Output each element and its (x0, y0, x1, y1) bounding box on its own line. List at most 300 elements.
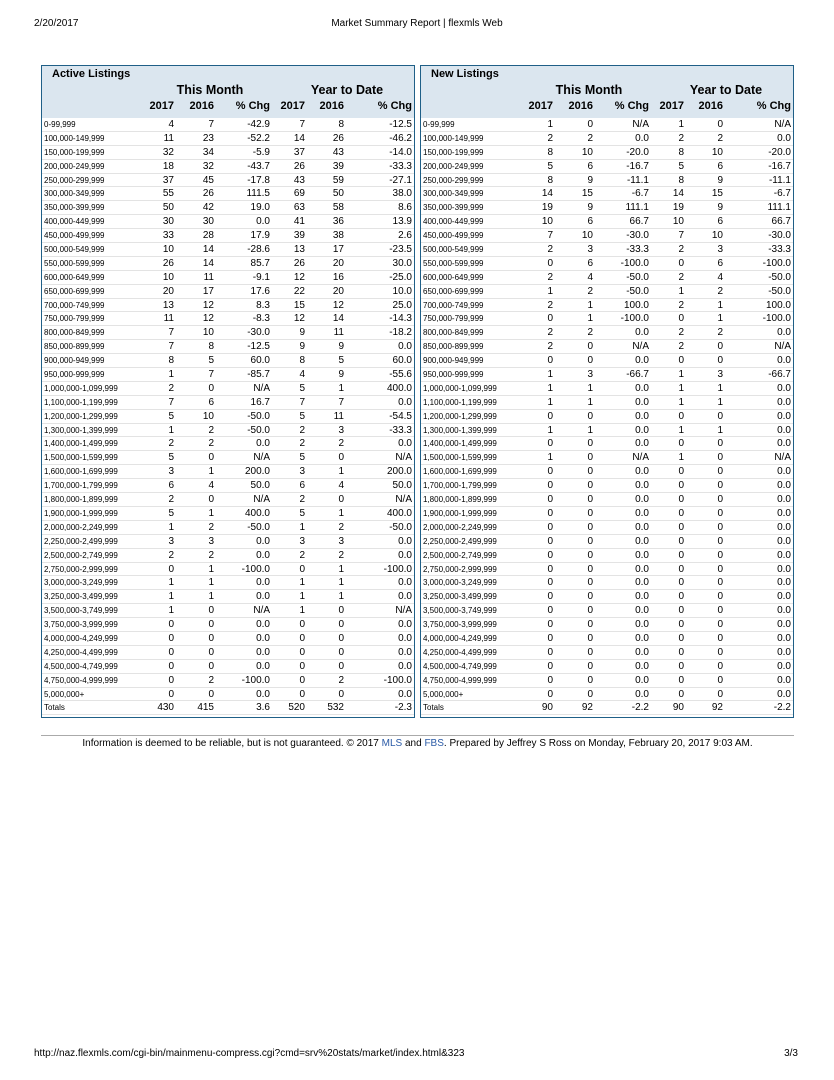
price-range-label: 1,400,000-1,499,999 (44, 439, 118, 449)
this-month-2017: 0 (547, 480, 553, 492)
ytd-2016: 1 (717, 396, 723, 408)
this-month-2017: 2 (168, 438, 174, 450)
table-row (42, 424, 414, 438)
this-month-2017: 0 (547, 646, 553, 658)
this-month-2016: 0 (587, 410, 593, 422)
table-row (421, 146, 793, 160)
ytd-2017: 7 (299, 396, 305, 408)
table-row (421, 382, 793, 396)
ytd-pct-chg: 0.0 (777, 577, 791, 589)
price-range-label: 3,500,000-3,749,999 (423, 606, 497, 616)
ytd-2017: 5 (299, 452, 305, 464)
this-month-2017: 2 (168, 494, 174, 506)
price-range-label: 400,000-449,999 (423, 217, 484, 227)
price-range-label: 4,250,000-4,499,999 (423, 647, 497, 657)
ytd-2017: 1 (299, 577, 305, 589)
this-month-2016: 1 (208, 563, 214, 575)
price-range-label: 200,000-249,999 (423, 161, 484, 171)
this-month-pct-chg: -50.0 (247, 521, 270, 533)
ytd-2017: 5 (678, 160, 684, 172)
table-row (421, 132, 793, 146)
ytd-2017: 6 (299, 480, 305, 492)
ytd-pct-chg: 0.0 (398, 396, 412, 408)
ytd-pct-chg: -100.0 (762, 313, 791, 325)
ytd-2016: 36 (332, 216, 344, 228)
this-month-2016: 0 (587, 535, 593, 547)
ytd-2017: 22 (293, 285, 305, 297)
ytd-2016: 0 (717, 688, 723, 700)
this-month-pct-chg: -50.0 (626, 271, 649, 283)
ytd-pct-chg: -2.3 (394, 702, 412, 714)
ytd-2017: 0 (678, 577, 684, 589)
ytd-pct-chg: 60.0 (392, 355, 412, 367)
this-month-2016: 3 (587, 244, 593, 256)
ytd-2016: 3 (717, 244, 723, 256)
page-title: Market Summary Report | flexmls Web (331, 18, 503, 29)
ytd-2016: 12 (332, 299, 344, 311)
ytd-2017: 41 (293, 216, 305, 228)
ytd-2016: 0 (338, 660, 344, 672)
ytd-2017: 520 (288, 702, 305, 714)
this-month-2017: 90 (541, 702, 553, 714)
this-month-2017: 7 (168, 396, 174, 408)
this-month-pct-chg: N/A (632, 341, 649, 353)
this-month-2016: 15 (581, 188, 593, 200)
table-row (42, 285, 414, 299)
ytd-2017: 2 (678, 244, 684, 256)
this-month-2017: 8 (547, 174, 553, 186)
ytd-pct-chg: 25.0 (392, 299, 412, 311)
this-month-2016: 0 (587, 341, 593, 353)
ytd-pct-chg: 0.0 (777, 632, 791, 644)
ytd-2017: 0 (299, 563, 305, 575)
price-range-label: 1,700,000-1,799,999 (44, 481, 118, 491)
price-range-label: 1,700,000-1,799,999 (423, 481, 497, 491)
this-month-2017: 0 (168, 563, 174, 575)
ytd-2017: 0 (299, 619, 305, 631)
ytd-pct-chg: -2.2 (773, 702, 791, 714)
table-row (42, 174, 414, 188)
col-ytd-pct-chg: % Chg (756, 100, 791, 112)
this-month-2017: 7 (168, 341, 174, 353)
price-range-label: 0-99,999 (423, 120, 455, 129)
ytd-2016: 5 (338, 355, 344, 367)
ytd-pct-chg: 0.0 (398, 632, 412, 644)
this-month-pct-chg: 0.0 (256, 632, 270, 644)
this-month-2017: 0 (168, 660, 174, 672)
col-ytd-2017: 2017 (659, 100, 684, 112)
this-month-pct-chg: N/A (253, 382, 270, 394)
this-month-2017: 11 (163, 132, 174, 144)
this-month-2016: 10 (581, 146, 593, 158)
table-row (42, 340, 414, 354)
this-month-pct-chg: 0.0 (635, 132, 649, 144)
this-month-pct-chg: -9.1 (252, 271, 270, 283)
ytd-pct-chg: 0.0 (777, 535, 791, 547)
price-range-label: 3,250,000-3,499,999 (44, 592, 118, 602)
ytd-2016: 11 (333, 327, 344, 339)
table-row (42, 674, 414, 688)
this-month-pct-chg: -33.3 (626, 244, 649, 256)
ytd-2016: 92 (711, 702, 723, 714)
price-range-label: 400,000-449,999 (44, 217, 105, 227)
ytd-2017: 2 (299, 424, 305, 436)
table-row (42, 618, 414, 632)
table-row (421, 646, 793, 660)
table-row (421, 257, 793, 271)
this-month-2016: 92 (581, 702, 593, 714)
this-month-2016: 2 (208, 424, 214, 436)
price-range-label: 1,600,000-1,699,999 (44, 467, 118, 477)
footer-divider (41, 735, 794, 736)
price-range-label: 2,750,000-2,999,999 (44, 564, 118, 574)
ytd-2016: 1 (717, 299, 723, 311)
ytd-2017: 1 (678, 452, 684, 464)
this-month-pct-chg: 0.0 (635, 507, 649, 519)
this-month-2016: 7 (208, 369, 214, 381)
this-month-pct-chg: 0.0 (635, 396, 649, 408)
col-2016: 2016 (189, 100, 214, 112)
ytd-pct-chg: 38.0 (392, 188, 412, 200)
ytd-2017: 0 (678, 313, 684, 325)
price-range-label: 3,500,000-3,749,999 (44, 606, 118, 616)
table-row (421, 340, 793, 354)
ytd-2017: 0 (299, 688, 305, 700)
ytd-2016: 0 (338, 619, 344, 631)
table-row (421, 285, 793, 299)
this-month-pct-chg: 0.0 (635, 577, 649, 589)
ytd-pct-chg: -100.0 (383, 563, 412, 575)
new-listings-title: New Listings (431, 68, 499, 80)
this-month-2016: 0 (587, 591, 593, 603)
price-range-label: 750,000-799,999 (44, 314, 105, 324)
this-month-2016: 1 (587, 396, 593, 408)
price-range-label: 4,500,000-4,749,999 (44, 661, 118, 671)
ytd-2017: 5 (299, 410, 305, 422)
this-month-2017: 5 (168, 452, 174, 464)
col-pct-chg: % Chg (235, 100, 270, 112)
col-ytd-pct-chg: % Chg (377, 100, 412, 112)
table-row (421, 632, 793, 646)
price-range-label: 3,750,000-3,999,999 (423, 620, 497, 630)
this-month-pct-chg: N/A (253, 605, 270, 617)
this-month-2017: 10 (162, 271, 174, 283)
this-month-2016: 0 (587, 466, 593, 478)
ytd-2017: 0 (678, 480, 684, 492)
this-month-pct-chg: N/A (253, 452, 270, 464)
price-range-label: 900,000-949,999 (44, 356, 105, 366)
this-month-pct-chg: -12.5 (247, 341, 270, 353)
ytd-2017: 0 (299, 632, 305, 644)
ytd-pct-chg: -50.0 (768, 271, 791, 283)
ytd-2017: 1 (678, 396, 684, 408)
price-range-label: 4,500,000-4,749,999 (423, 661, 497, 671)
ytd-2017: 69 (293, 188, 305, 200)
price-range-label: 800,000-849,999 (44, 328, 105, 338)
this-month-2017: 11 (163, 313, 174, 325)
ytd-2017: 13 (293, 244, 305, 256)
this-month-2016: 2 (208, 438, 214, 450)
this-month-pct-chg: 0.0 (635, 688, 649, 700)
table-row (421, 243, 793, 257)
table-row (42, 410, 414, 424)
ytd-2016: 39 (332, 160, 344, 172)
ytd-2017: 1 (678, 119, 684, 130)
this-month-pct-chg: 0.0 (635, 424, 649, 436)
ytd-pct-chg: 0.0 (777, 466, 791, 478)
this-month-pct-chg: 0.0 (256, 438, 270, 450)
this-month-2016: 1 (208, 466, 214, 478)
price-range-label: 1,900,000-1,999,999 (423, 508, 497, 518)
ytd-2016: 0 (717, 619, 723, 631)
this-month-2017: 20 (162, 285, 174, 297)
this-month-pct-chg: -20.0 (626, 146, 649, 158)
table-row (421, 521, 793, 535)
price-range-label: 300,000-349,999 (423, 189, 484, 199)
this-month-2016: 4 (208, 480, 214, 492)
this-month-pct-chg: 0.0 (635, 382, 649, 394)
col-pct-chg: % Chg (614, 100, 649, 112)
ytd-2016: 3 (338, 424, 344, 436)
this-month-pct-chg: N/A (632, 119, 649, 130)
this-month-2017: 1 (168, 424, 174, 436)
this-month-pct-chg: 8.3 (256, 299, 270, 311)
ytd-2016: 16 (332, 271, 344, 283)
ytd-pct-chg: -46.2 (389, 132, 412, 144)
ytd-pct-chg: 0.0 (398, 341, 412, 353)
ytd-2016: 9 (338, 369, 344, 381)
totals-row (421, 701, 793, 715)
price-range-label: 550,000-599,999 (44, 258, 105, 268)
ytd-2017: 1 (299, 521, 305, 533)
ytd-2016: 4 (717, 271, 723, 283)
this-month-pct-chg: 0.0 (256, 619, 270, 631)
table-row (42, 118, 414, 132)
ytd-2016: 2 (338, 438, 344, 450)
ytd-2017: 43 (293, 174, 305, 186)
this-month-2017: 2 (547, 132, 553, 144)
ytd-2017: 12 (293, 313, 305, 325)
price-range-label: 1,200,000-1,299,999 (423, 411, 497, 421)
price-range-label: 5,000,000+ (44, 689, 85, 699)
this-month-2017: 0 (547, 674, 553, 686)
this-month-2017: 0 (547, 591, 553, 603)
ytd-pct-chg: 0.0 (777, 521, 791, 533)
this-month-2017: 0 (168, 674, 174, 686)
this-month-2016: 0 (587, 521, 593, 533)
table-row (421, 479, 793, 493)
this-month-pct-chg: 66.7 (629, 216, 649, 228)
ytd-2017: 19 (672, 202, 684, 214)
this-month-2017: 0 (547, 577, 553, 589)
price-range-label: 1,300,000-1,399,999 (44, 425, 118, 435)
ytd-pct-chg: -18.2 (389, 327, 412, 339)
ytd-2016: 50 (332, 188, 344, 200)
ytd-2017: 1 (299, 591, 305, 603)
this-month-2017: 18 (162, 160, 174, 172)
mls-link[interactable]: MLS (381, 738, 403, 749)
table-row (421, 493, 793, 507)
this-month-2016: 32 (202, 160, 214, 172)
ytd-2017: 5 (299, 382, 305, 394)
ytd-2016: 1 (717, 313, 723, 325)
price-range-label: 3,000,000-3,249,999 (44, 578, 118, 588)
price-range-label: 1,100,000-1,199,999 (423, 397, 497, 407)
this-month-2016: 8 (208, 341, 214, 353)
col-2017: 2017 (149, 100, 174, 112)
table-row (42, 507, 414, 521)
this-month-pct-chg: -85.7 (247, 369, 270, 381)
ytd-pct-chg: 0.0 (777, 355, 791, 367)
ytd-2017: 7 (678, 230, 684, 242)
this-month-pct-chg: -17.8 (247, 174, 270, 186)
ytd-2017: 0 (678, 410, 684, 422)
this-month-2016: 6 (587, 216, 593, 228)
ytd-pct-chg: 0.0 (398, 591, 412, 603)
this-month-pct-chg: 0.0 (635, 410, 649, 422)
ytd-pct-chg: 0.0 (398, 688, 412, 700)
this-month-2016: 0 (208, 619, 214, 631)
this-month-2016: 0 (208, 660, 214, 672)
ytd-2017: 0 (678, 632, 684, 644)
ytd-2016: 0 (338, 605, 344, 617)
this-month-2017: 2 (168, 549, 174, 561)
table-row (42, 326, 414, 340)
price-range-label: 1,200,000-1,299,999 (44, 411, 118, 421)
ytd-2016: 10 (711, 146, 723, 158)
price-range-label: 3,750,000-3,999,999 (44, 620, 118, 630)
this-month-2016: 34 (202, 146, 214, 158)
this-month-pct-chg: 0.0 (635, 327, 649, 339)
table-row (42, 312, 414, 326)
price-range-label: 700,000-749,999 (44, 300, 105, 310)
this-month-2017: 0 (547, 507, 553, 519)
price-range-label: 2,500,000-2,749,999 (44, 550, 118, 560)
this-month-2016: 0 (587, 480, 593, 492)
this-month-pct-chg: -100.0 (241, 563, 270, 575)
price-range-label: 200,000-249,999 (44, 161, 105, 171)
this-month-2016: 1 (587, 382, 593, 394)
ytd-pct-chg: 0.0 (777, 507, 791, 519)
this-month-pct-chg: 17.9 (250, 230, 270, 242)
this-month-2017: 1 (547, 424, 553, 436)
ytd-2016: 7 (338, 396, 344, 408)
this-month-2017: 2 (168, 382, 174, 394)
ytd-2016: 43 (332, 146, 344, 158)
this-month-pct-chg: 0.0 (256, 646, 270, 658)
table-row (421, 604, 793, 618)
ytd-2016: 0 (717, 591, 723, 603)
this-month-pct-chg: 85.7 (250, 257, 270, 269)
ytd-2017: 0 (678, 688, 684, 700)
this-month-2017: 0 (168, 632, 174, 644)
this-month-2017: 0 (547, 535, 553, 547)
page-url: http://naz.flexmls.com/cgi-bin/mainmenu-compress.cgi?cmd=srv%20stats/market/index.html&323 (34, 1048, 465, 1059)
ytd-2016: 10 (711, 230, 723, 242)
this-month-2017: 0 (547, 466, 553, 478)
this-month-2016: 4 (587, 271, 593, 283)
this-month-pct-chg: -2.2 (631, 702, 649, 714)
this-month-pct-chg: 0.0 (256, 660, 270, 672)
this-month-2016: 0 (208, 494, 214, 506)
this-month-2016: 0 (587, 438, 593, 450)
this-month-2017: 0 (547, 632, 553, 644)
ytd-pct-chg: 0.0 (777, 327, 791, 339)
ytd-2017: 0 (299, 660, 305, 672)
ytd-pct-chg: 0.0 (777, 424, 791, 436)
this-month-pct-chg: 100.0 (623, 299, 649, 311)
ytd-pct-chg: 0.0 (777, 410, 791, 422)
price-range-label: 0-99,999 (44, 120, 76, 129)
price-range-label: 4,750,000-4,999,999 (44, 675, 118, 685)
this-month-2017: 2 (547, 341, 553, 353)
table-row (421, 118, 793, 132)
this-month-2016: 6 (587, 257, 593, 269)
this-month-2017: 0 (547, 355, 553, 367)
this-month-pct-chg: 0.0 (635, 605, 649, 617)
table-row (42, 396, 414, 410)
this-month-2016: 9 (587, 174, 593, 186)
ytd-pct-chg: -55.6 (389, 369, 412, 381)
price-range-label: 750,000-799,999 (423, 314, 484, 324)
this-month-pct-chg: 0.0 (256, 688, 270, 700)
this-month-pct-chg: 19.0 (250, 202, 270, 214)
price-range-label: Totals (423, 703, 444, 713)
ytd-pct-chg: 13.9 (392, 216, 412, 228)
ytd-2016: 0 (717, 507, 723, 519)
fbs-link[interactable]: FBS (424, 738, 444, 749)
ytd-pct-chg: 0.0 (777, 688, 791, 700)
this-month-pct-chg: -5.9 (252, 146, 270, 158)
this-month-pct-chg: 0.0 (256, 591, 270, 603)
table-row (42, 465, 414, 479)
this-month-2017: 55 (162, 188, 174, 200)
price-range-label: 950,000-999,999 (423, 370, 484, 380)
column-headers (421, 100, 793, 116)
ytd-2016: 0 (717, 494, 723, 506)
ytd-pct-chg: -12.5 (389, 119, 412, 130)
this-month-2016: 0 (587, 632, 593, 644)
ytd-2017: 2 (678, 327, 684, 339)
price-range-label: 2,500,000-2,749,999 (423, 550, 497, 560)
ytd-2017: 0 (678, 494, 684, 506)
ytd-pct-chg: -30.0 (768, 230, 791, 242)
col-2016: 2016 (568, 100, 593, 112)
table-row (42, 201, 414, 215)
price-range-label: 4,750,000-4,999,999 (423, 675, 497, 685)
ytd-2016: 0 (717, 605, 723, 617)
this-month-2017: 50 (162, 202, 174, 214)
col-ytd-2016: 2016 (698, 100, 723, 112)
this-month-2017: 0 (547, 410, 553, 422)
ytd-2017: 14 (293, 132, 305, 144)
this-month-2017: 2 (547, 299, 553, 311)
ytd-2017: 0 (678, 466, 684, 478)
table-row (42, 590, 414, 604)
this-month-2017: 0 (547, 313, 553, 325)
price-range-label: 1,500,000-1,599,999 (423, 453, 497, 463)
this-month-2017: 0 (547, 660, 553, 672)
table-row (421, 688, 793, 702)
this-month-2017: 0 (168, 646, 174, 658)
this-month-2016: 2 (587, 327, 593, 339)
price-range-label: 100,000-149,999 (44, 133, 105, 143)
ytd-pct-chg: 8.6 (398, 202, 412, 214)
price-range-label: 650,000-699,999 (44, 286, 105, 296)
ytd-2017: 1 (299, 605, 305, 617)
ytd-pct-chg: 0.0 (777, 563, 791, 575)
this-month-2016: 45 (202, 174, 214, 186)
